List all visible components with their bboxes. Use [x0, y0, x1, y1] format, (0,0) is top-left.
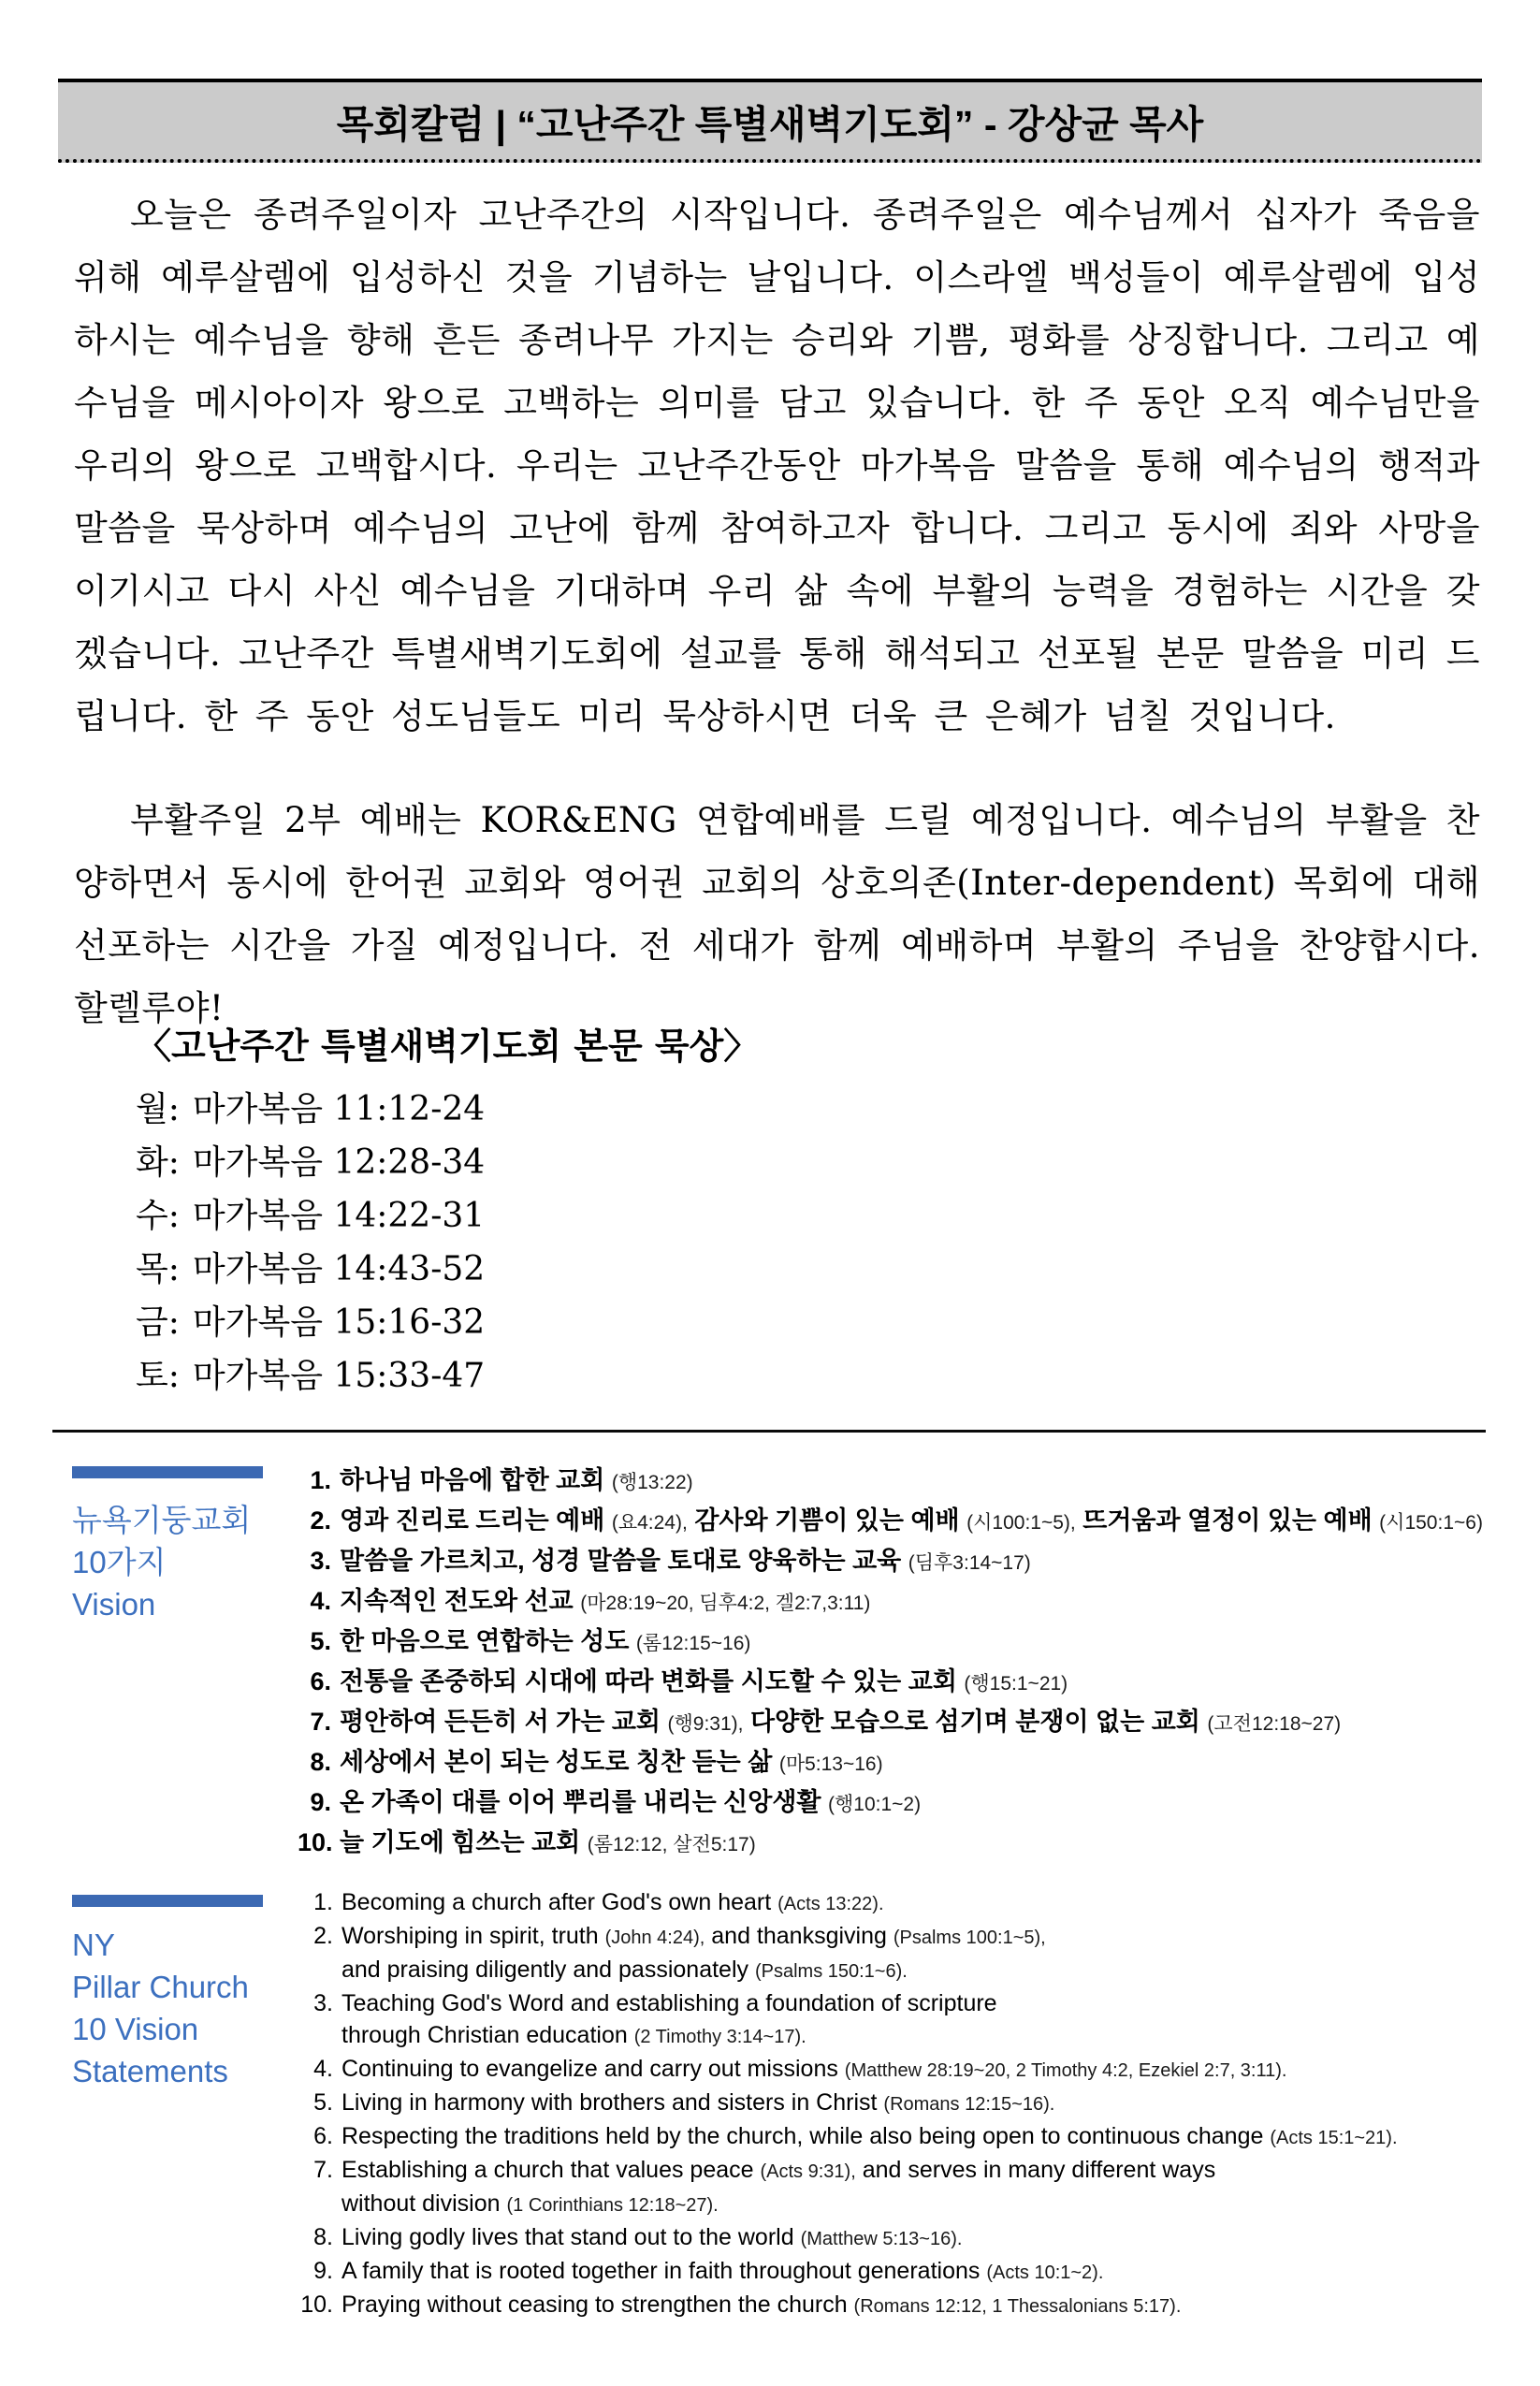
vision-item-reference: (행13:22)	[611, 1472, 693, 1493]
section-divider	[52, 1430, 1486, 1433]
meditation-day: 금:	[136, 1303, 180, 1342]
vision-item-reference: (롬12:15~16)	[635, 1633, 751, 1654]
vision-item-reference: (John 4:24),	[604, 1928, 705, 1948]
vision-kr-heading	[72, 1499, 251, 1625]
vision-item-number: 3.	[310, 1547, 331, 1575]
vision-item-main-text: and praising diligently and passionately	[341, 1957, 755, 1983]
vision-item-reference: (Matthew 28:19~20, 2 Timothy 4:2, Ezekiel 2:7, 3:11).	[844, 2060, 1287, 2081]
vision-item-main-text: A family that is rooted together in faith throughout generations	[341, 2258, 987, 2284]
vision-kr-item	[298, 1663, 1483, 1703]
vision-item-number: 6.	[310, 1667, 331, 1695]
vision-item-main-text: Continuing to evangelize and carry out missions	[341, 2056, 845, 2082]
vision-item-main-text: Teaching God's Word and establishing a foundation of scripture	[341, 1990, 997, 2016]
meditation-row	[136, 1243, 759, 1296]
column-paragraph-2: 부활주일 2부 예배는 KOR&ENG 연합예배를 드릴 예정입니다. 예수님의 부활을 찬양하면서 동시에 한어권 교회와 영어권 교회의 상호의존(Inter-dependent) 목회에 대해 선포하는 시간을 가질 예정입니다. 전 세대가 함께 예배하며 부활의 주님을 찬양합시다. 할렐루야!	[74, 800, 1480, 1028]
vision-item-main-text: Worshiping in spirit, truth	[341, 1923, 605, 1949]
column-header	[58, 79, 1482, 163]
vision-item-number: 5.	[310, 1627, 331, 1655]
vision-kr-item	[298, 1622, 1483, 1663]
meditation-passage: 마가복음 14:43-52	[192, 1250, 486, 1288]
vision-item-main-text: 하나님 마음에 합한 교회	[340, 1466, 612, 1494]
vision-kr-heading-line: 10가지	[72, 1545, 167, 1579]
vision-en-item	[298, 2120, 1398, 2154]
vision-item-reference: (1 Corinthians 12:18~27).	[506, 2195, 719, 2216]
vision-item-reference: (Romans 12:15~16).	[883, 2094, 1055, 2115]
vision-item-number: 2.	[310, 1506, 331, 1535]
vision-item-number: 8.	[313, 2224, 333, 2250]
vision-item-text	[341, 2289, 1181, 2322]
vision-item-reference: (시100:1~5),	[966, 1512, 1076, 1534]
meditation-row	[136, 1136, 759, 1189]
vision-item-main-text: 다양한 모습으로 섬기며 분쟁이 없는 교회	[743, 1708, 1208, 1736]
vision-item-number: 10.	[300, 2291, 333, 2318]
vision-en-item	[298, 1886, 1398, 1920]
meditation-day: 수:	[136, 1197, 180, 1235]
vision-en-item	[298, 1920, 1398, 1987]
meditation-day: 토:	[136, 1357, 180, 1395]
meditation-section	[136, 1023, 759, 1403]
vision-item-number: 7.	[313, 2157, 333, 2183]
vision-en-item	[298, 2087, 1398, 2120]
vision-item-main-text: and thanksgiving	[705, 1923, 893, 1949]
meditation-row	[136, 1296, 759, 1349]
vision-item-text	[341, 2053, 1286, 2087]
vision-item-reference: (요4:24),	[611, 1512, 688, 1534]
column-title: 목회칼럼 | “고난주간 특별새벽기도회” - 강상균 목사	[336, 102, 1204, 146]
vision-item-main-text: 전통을 존중하되 시대에 따라 변화를 시도할 수 있는 교회	[340, 1667, 965, 1695]
vision-item-text	[341, 2255, 1103, 2289]
vision-item-main-text: 말씀을 가르치고, 성경 말씀을 토대로 양육하는 교육	[340, 1547, 908, 1575]
vision-item-number: 1.	[310, 1466, 331, 1494]
vision-item-main-text: 뜨거움과 열정이 있는 예배	[1075, 1506, 1380, 1535]
vision-en-heading-line: 10 Vision	[72, 2012, 199, 2046]
vision-item-text	[341, 1920, 1046, 1987]
meditation-title: 〈고난주간 특별새벽기도회 본문 묵상〉	[136, 1025, 760, 1067]
vision-item-text	[341, 1987, 997, 2053]
vision-item-main-text: Living godly lives that stand out to the world	[341, 2224, 801, 2250]
vision-item-reference: (Acts 9:31),	[760, 2161, 856, 2182]
vision-kr-accent-bar	[72, 1466, 263, 1478]
meditation-row	[136, 1349, 759, 1403]
vision-item-reference: (롬12:12, 살전5:17)	[587, 1834, 756, 1855]
meditation-list	[136, 1083, 759, 1403]
vision-item-main-text: Respecting the traditions held by the church, while also being open to continuous change	[341, 2123, 1271, 2149]
vision-item-main-text: without division	[341, 2190, 507, 2217]
meditation-day: 화:	[136, 1143, 180, 1182]
vision-item-reference: (Matthew 5:13~16).	[800, 2229, 963, 2249]
meditation-passage: 마가복음 15:33-47	[192, 1357, 486, 1395]
vision-item-reference: (Acts 13:22).	[777, 1894, 884, 1914]
vision-item-reference: (마28:19~20, 딤후4:2, 겔2:7,3:11)	[580, 1593, 871, 1614]
vision-item-number: 10.	[298, 1828, 333, 1856]
vision-kr-item	[298, 1582, 1483, 1622]
meditation-passage: 마가복음 11:12-24	[192, 1090, 486, 1128]
vision-en-accent-bar	[72, 1895, 263, 1907]
meditation-passage: 마가복음 14:22-31	[192, 1197, 486, 1235]
vision-kr-item	[298, 1783, 1483, 1824]
vision-item-main-text: 감사와 기쁨이 있는 예배	[687, 1506, 967, 1535]
vision-item-reference: (Romans 12:12, 1 Thessalonians 5:17).	[853, 2296, 1182, 2317]
vision-item-reference: (행10:1~2)	[828, 1794, 922, 1815]
vision-item-reference: (2 Timothy 3:14~17).	[633, 2027, 806, 2047]
vision-kr-item	[298, 1462, 1483, 1502]
vision-kr-heading-line: Vision	[72, 1587, 156, 1622]
vision-item-main-text: 평안하여 든든히 서 가는 교회	[340, 1708, 668, 1736]
vision-item-text	[341, 2221, 962, 2255]
vision-item-number: 1.	[313, 1889, 333, 1915]
vision-item-reference: (Psalms 150:1~6).	[754, 1961, 908, 1982]
vision-item-reference: (시150:1~6)	[1379, 1512, 1483, 1534]
vision-item-text	[341, 2087, 1054, 2120]
vision-item-text	[340, 1502, 1483, 1542]
vision-item-reference: (Acts 15:1~21).	[1270, 2128, 1398, 2148]
vision-item-text	[340, 1703, 1341, 1743]
vision-en-heading-line: NY	[72, 1928, 115, 1962]
vision-kr-item	[298, 1502, 1483, 1542]
vision-en-item	[298, 2289, 1398, 2322]
vision-kr-item	[298, 1542, 1483, 1582]
vision-item-number: 2.	[313, 1923, 333, 1949]
vision-kr-list	[298, 1462, 1483, 1864]
vision-item-number: 4.	[310, 1587, 331, 1615]
vision-item-reference: (딤후3:14~17)	[908, 1552, 1031, 1574]
vision-item-text	[340, 1622, 750, 1663]
vision-item-text	[341, 1886, 884, 1920]
vision-item-reference: (마5:13~16)	[778, 1753, 883, 1775]
vision-en-heading	[72, 1924, 249, 2092]
vision-item-reference: (Acts 10:1~2).	[986, 2262, 1104, 2283]
vision-en-heading-line: Statements	[72, 2054, 228, 2088]
vision-item-number: 3.	[313, 1990, 333, 2016]
vision-item-reference: (행15:1~21)	[964, 1673, 1068, 1695]
vision-item-text	[340, 1824, 756, 1864]
vision-en-item	[298, 2154, 1398, 2221]
vision-item-text	[340, 1783, 921, 1824]
vision-kr-item	[298, 1743, 1483, 1783]
vision-item-text	[340, 1663, 1068, 1703]
vision-item-reference: (행9:31),	[667, 1713, 744, 1735]
vision-en-item	[298, 2221, 1398, 2255]
vision-item-reference: (Psalms 100:1~5),	[893, 1928, 1046, 1948]
meditation-passage: 마가복음 12:28-34	[192, 1143, 486, 1182]
vision-kr-item	[298, 1703, 1483, 1743]
vision-item-number: 9.	[313, 2258, 333, 2284]
vision-item-number: 8.	[310, 1748, 331, 1776]
vision-item-main-text: Living in harmony with brothers and sisters in Christ	[341, 2089, 884, 2116]
vision-kr-heading-line: 뉴욕기둥교회	[72, 1503, 252, 1537]
vision-item-main-text: through Christian education	[341, 2022, 634, 2048]
vision-en-heading-line: Pillar Church	[72, 1970, 249, 2004]
vision-item-main-text: 온 가족이 대를 이어 뿌리를 내리는 신앙생활	[340, 1788, 828, 1816]
meditation-day: 월:	[136, 1090, 180, 1128]
vision-item-main-text: 늘 기도에 힘쓰는 교회	[340, 1828, 588, 1856]
meditation-day: 목:	[136, 1250, 180, 1288]
column-paragraph-1: 오늘은 종려주일이자 고난주간의 시작입니다. 종려주일은 예수님께서 십자가 죽음을 위해 예루살렘에 입성하신 것을 기념하는 날입니다. 이스라엘 백성들이 예루살렘에 입성하시는 예수님을 향해 흔든 종려나무 가지는 승리와 기쁨, 평화를 상징합니다. 그리고 예수님을 메시아이자 왕으로 고백하는 의미를 담고 있습니다. 한 주 동안 오직 예수님만을 우리의 왕으로 고백합시다. 우리는 고난주간동안 마가복음 말씀을 통해 예수님의 행적과 말씀을 묵상하며 예수님의 고난에 함께 참여하고자 합니다. 그리고 동시에 죄와 사망을 이기시고 다시 사신 예수님을 기대하며 우리 삶 속에 부활의 능력을 경험하는 시간을 갖겠습니다. 고난주간 특별새벽기도회에 설교를 통해 해석되고 선포될 본문 말씀을 미리 드립니다. 한 주 동안 성도님들도 미리 묵상하시면 더욱 큰 은혜가 넘칠 것입니다.	[74, 195, 1480, 736]
vision-item-number: 6.	[313, 2123, 333, 2149]
vision-item-main-text: Praying without ceasing to strengthen the church	[341, 2291, 854, 2318]
vision-en-item	[298, 2053, 1398, 2087]
vision-item-main-text: and serves in many different ways	[855, 2157, 1216, 2183]
vision-item-text	[340, 1462, 693, 1502]
vision-en-item	[298, 1987, 1398, 2053]
vision-item-reference: (고전12:18~27)	[1207, 1713, 1342, 1735]
vision-item-number: 9.	[310, 1788, 331, 1816]
vision-en-item	[298, 2255, 1398, 2289]
vision-item-text	[340, 1582, 870, 1622]
vision-item-main-text: Becoming a church after God's own heart	[341, 1889, 778, 1915]
vision-item-text	[341, 2120, 1398, 2154]
vision-kr-item	[298, 1824, 1483, 1864]
vision-item-text	[340, 1542, 1031, 1582]
meditation-passage: 마가복음 15:16-32	[192, 1303, 486, 1342]
meditation-row	[136, 1189, 759, 1243]
vision-item-number: 4.	[313, 2056, 333, 2082]
vision-item-number: 5.	[313, 2089, 333, 2116]
vision-item-text	[341, 2154, 1215, 2221]
vision-item-main-text: 한 마음으로 연합하는 성도	[340, 1627, 636, 1655]
vision-item-number: 7.	[310, 1708, 331, 1736]
vision-item-main-text: Establishing a church that values peace	[341, 2157, 761, 2183]
vision-en-list	[298, 1886, 1398, 2322]
vision-item-main-text: 지속적인 전도와 선교	[340, 1587, 581, 1615]
vision-item-text	[340, 1743, 883, 1783]
vision-item-main-text: 세상에서 본이 되는 성도로 칭찬 듣는 삶	[340, 1748, 779, 1776]
meditation-row	[136, 1083, 759, 1136]
vision-item-main-text: 영과 진리로 드리는 예배	[340, 1506, 612, 1535]
